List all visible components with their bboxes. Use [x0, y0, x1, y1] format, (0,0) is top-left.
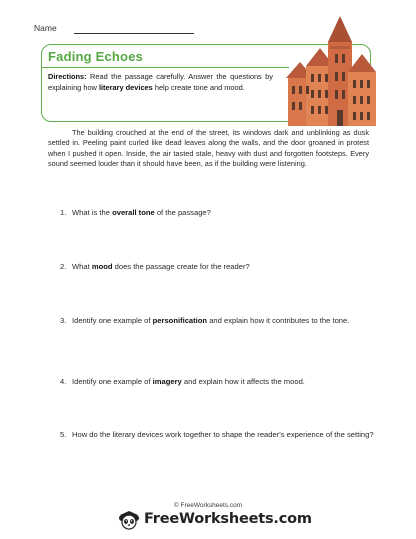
question-text-pre: What: [72, 262, 92, 271]
reading-passage: The building crouched at the end of the street, its windows dark and unblinking as dusk settled in. Peeling paint curled like dead leaves along the walls, and the door groaned in protest when I pushed it open. Inside, the air tasted stale, heavy with dust and forgotten footsteps. Every sound seemed louder than it should have been, as if the building were listening.: [48, 128, 369, 169]
footer-logo: [118, 510, 348, 530]
directions-text: [48, 72, 273, 93]
question-text: [72, 208, 374, 219]
question-text-pre: What is the: [72, 208, 113, 217]
directions-post: help create tone and mood.: [152, 82, 245, 92]
question-text-pre: Identify one example of: [72, 316, 153, 325]
question-number: 5.: [60, 430, 67, 439]
directions-pre: Read the passage carefully. Answer the questions by explaining how: [48, 72, 273, 92]
footer-copyright: © FreeWorksheets.com: [173, 502, 243, 509]
question-text-post: does the passage create for the reader?: [112, 262, 250, 271]
question-text: [72, 316, 374, 327]
question-text-post: and explain how it affects the mood.: [181, 377, 305, 386]
worksheet-title: Fading Echoes: [48, 49, 144, 64]
name-label: Name: [34, 23, 57, 33]
panda-icon: [118, 510, 140, 530]
question-keyword: imagery: [152, 377, 182, 386]
question-number: 1.: [60, 208, 67, 217]
directions-label: Directions:: [48, 72, 87, 81]
title-divider: [41, 67, 289, 68]
question-text-pre: Identify one example of: [72, 377, 153, 386]
question-text: [72, 430, 374, 441]
question-text-post: and explain how it contributes to the tone.: [207, 316, 350, 325]
question-keyword: overall tone: [112, 208, 155, 217]
question-number: 3.: [60, 316, 67, 325]
directions-bold: literary devices: [98, 82, 153, 92]
question-number: 4.: [60, 377, 67, 386]
question-text-post: of the passage?: [154, 208, 211, 217]
name-line: [74, 33, 194, 34]
question-text: [72, 262, 374, 273]
question-text-pre: How do the literary devices work together to shape the reader's experience of the setting?: [72, 430, 374, 439]
question-text: [72, 377, 374, 388]
church-icon: [286, 14, 378, 126]
question-number: 2.: [60, 262, 67, 271]
question-keyword: personification: [152, 316, 208, 325]
question-keyword: mood: [91, 262, 113, 271]
brand-wordmark: FreeWorksheets.com: [144, 511, 312, 527]
